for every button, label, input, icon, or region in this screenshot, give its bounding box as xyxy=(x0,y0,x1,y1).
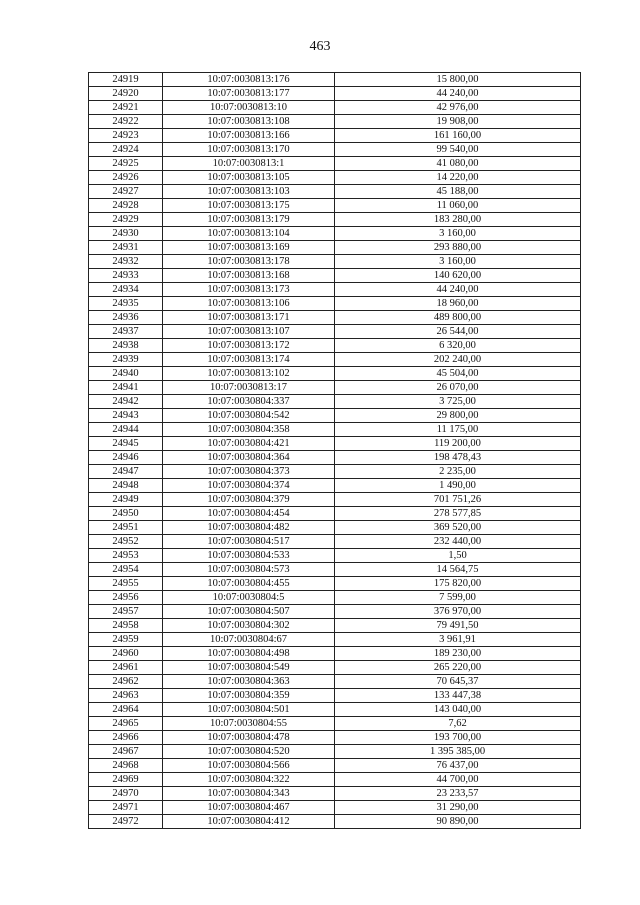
table-row xyxy=(89,409,581,423)
value-cell: 1 395 385,00 xyxy=(335,745,581,759)
cadastral-number-cell: 10:07:0030813:103 xyxy=(163,185,335,199)
cadastral-number-cell: 10:07:0030813:172 xyxy=(163,339,335,353)
row-number-cell: 24927 xyxy=(89,185,163,199)
table-row xyxy=(89,451,581,465)
table-row xyxy=(89,703,581,717)
value-cell: 489 800,00 xyxy=(335,311,581,325)
row-number-cell: 24957 xyxy=(89,605,163,619)
row-number-cell: 24932 xyxy=(89,255,163,269)
cadastral-number-cell: 10:07:0030813:107 xyxy=(163,325,335,339)
table-row xyxy=(89,199,581,213)
table-row xyxy=(89,73,581,87)
row-number-cell: 24943 xyxy=(89,409,163,423)
value-cell: 376 970,00 xyxy=(335,605,581,619)
cadastral-number-cell: 10:07:0030804:364 xyxy=(163,451,335,465)
table-row xyxy=(89,213,581,227)
value-cell: 90 890,00 xyxy=(335,815,581,829)
value-cell: 278 577,85 xyxy=(335,507,581,521)
row-number-cell: 24956 xyxy=(89,591,163,605)
cadastral-value-table xyxy=(88,72,581,829)
cadastral-number-cell: 10:07:0030813:106 xyxy=(163,297,335,311)
value-cell: 42 976,00 xyxy=(335,101,581,115)
value-cell: 1 490,00 xyxy=(335,479,581,493)
table-row xyxy=(89,129,581,143)
cadastral-number-cell: 10:07:0030804:566 xyxy=(163,759,335,773)
table-row xyxy=(89,241,581,255)
table-row xyxy=(89,661,581,675)
cadastral-number-cell: 10:07:0030804:454 xyxy=(163,507,335,521)
value-cell: 140 620,00 xyxy=(335,269,581,283)
row-number-cell: 24967 xyxy=(89,745,163,759)
cadastral-number-cell: 10:07:0030804:359 xyxy=(163,689,335,703)
table-row xyxy=(89,339,581,353)
value-cell: 18 960,00 xyxy=(335,297,581,311)
value-cell: 45 188,00 xyxy=(335,185,581,199)
value-cell: 265 220,00 xyxy=(335,661,581,675)
row-number-cell: 24941 xyxy=(89,381,163,395)
row-number-cell: 24928 xyxy=(89,199,163,213)
row-number-cell: 24968 xyxy=(89,759,163,773)
value-cell: 369 520,00 xyxy=(335,521,581,535)
cadastral-number-cell: 10:07:0030804:373 xyxy=(163,465,335,479)
row-number-cell: 24931 xyxy=(89,241,163,255)
row-number-cell: 24921 xyxy=(89,101,163,115)
value-cell: 44 240,00 xyxy=(335,283,581,297)
row-number-cell: 24969 xyxy=(89,773,163,787)
table-row xyxy=(89,381,581,395)
value-cell: 183 280,00 xyxy=(335,213,581,227)
cadastral-number-cell: 10:07:0030804:507 xyxy=(163,605,335,619)
row-number-cell: 24958 xyxy=(89,619,163,633)
cadastral-number-cell: 10:07:0030813:178 xyxy=(163,255,335,269)
value-cell: 161 160,00 xyxy=(335,129,581,143)
value-cell: 41 080,00 xyxy=(335,157,581,171)
row-number-cell: 24938 xyxy=(89,339,163,353)
row-number-cell: 24971 xyxy=(89,801,163,815)
row-number-cell: 24937 xyxy=(89,325,163,339)
page-number: 463 xyxy=(309,39,331,54)
value-cell: 198 478,43 xyxy=(335,451,581,465)
value-cell: 11 060,00 xyxy=(335,199,581,213)
cadastral-number-cell: 10:07:0030804:549 xyxy=(163,661,335,675)
value-cell: 7 599,00 xyxy=(335,591,581,605)
cadastral-number-cell: 10:07:0030804:467 xyxy=(163,801,335,815)
cadastral-number-cell: 10:07:0030813:102 xyxy=(163,367,335,381)
value-cell: 189 230,00 xyxy=(335,647,581,661)
cadastral-number-cell: 10:07:0030804:302 xyxy=(163,619,335,633)
value-cell: 701 751,26 xyxy=(335,493,581,507)
cadastral-number-cell: 10:07:0030804:501 xyxy=(163,703,335,717)
cadastral-number-cell: 10:07:0030813:105 xyxy=(163,171,335,185)
value-cell: 70 645,37 xyxy=(335,675,581,689)
value-cell: 19 908,00 xyxy=(335,115,581,129)
value-cell: 44 700,00 xyxy=(335,773,581,787)
row-number-cell: 24951 xyxy=(89,521,163,535)
row-number-cell: 24940 xyxy=(89,367,163,381)
row-number-cell: 24919 xyxy=(89,73,163,87)
row-number-cell: 24961 xyxy=(89,661,163,675)
table-row xyxy=(89,395,581,409)
row-number-cell: 24930 xyxy=(89,227,163,241)
row-number-cell: 24953 xyxy=(89,549,163,563)
value-cell: 133 447,38 xyxy=(335,689,581,703)
cadastral-number-cell: 10:07:0030813:108 xyxy=(163,115,335,129)
cadastral-number-cell: 10:07:0030804:343 xyxy=(163,787,335,801)
value-cell: 3 160,00 xyxy=(335,227,581,241)
value-cell: 202 240,00 xyxy=(335,353,581,367)
table-row xyxy=(89,815,581,829)
table-row xyxy=(89,353,581,367)
row-number-cell: 24924 xyxy=(89,143,163,157)
row-number-cell: 24944 xyxy=(89,423,163,437)
cadastral-number-cell: 10:07:0030804:358 xyxy=(163,423,335,437)
table-row xyxy=(89,759,581,773)
value-cell: 76 437,00 xyxy=(335,759,581,773)
row-number-cell: 24970 xyxy=(89,787,163,801)
cadastral-number-cell: 10:07:0030804:379 xyxy=(163,493,335,507)
value-cell: 119 200,00 xyxy=(335,437,581,451)
table-row xyxy=(89,115,581,129)
value-cell: 193 700,00 xyxy=(335,731,581,745)
table-row xyxy=(89,675,581,689)
cadastral-number-cell: 10:07:0030804:374 xyxy=(163,479,335,493)
cadastral-number-cell: 10:07:0030804:517 xyxy=(163,535,335,549)
cadastral-number-cell: 10:07:0030804:520 xyxy=(163,745,335,759)
row-number-cell: 24960 xyxy=(89,647,163,661)
cadastral-number-cell: 10:07:0030813:169 xyxy=(163,241,335,255)
table-row xyxy=(89,227,581,241)
table-row xyxy=(89,801,581,815)
value-cell: 45 504,00 xyxy=(335,367,581,381)
table-row xyxy=(89,633,581,647)
cadastral-number-cell: 10:07:0030813:10 xyxy=(163,101,335,115)
row-number-cell: 24933 xyxy=(89,269,163,283)
value-cell: 26 544,00 xyxy=(335,325,581,339)
value-cell: 3 961,91 xyxy=(335,633,581,647)
row-number-cell: 24925 xyxy=(89,157,163,171)
table-row xyxy=(89,143,581,157)
cadastral-number-cell: 10:07:0030813:171 xyxy=(163,311,335,325)
cadastral-number-cell: 10:07:0030804:455 xyxy=(163,577,335,591)
row-number-cell: 24945 xyxy=(89,437,163,451)
row-number-cell: 24962 xyxy=(89,675,163,689)
row-number-cell: 24966 xyxy=(89,731,163,745)
table-row xyxy=(89,619,581,633)
table-row xyxy=(89,535,581,549)
value-cell: 175 820,00 xyxy=(335,577,581,591)
table-row xyxy=(89,269,581,283)
table-row xyxy=(89,311,581,325)
cadastral-number-cell: 10:07:0030813:177 xyxy=(163,87,335,101)
cadastral-number-cell: 10:07:0030804:363 xyxy=(163,675,335,689)
value-cell: 3 725,00 xyxy=(335,395,581,409)
row-number-cell: 24965 xyxy=(89,717,163,731)
table-row xyxy=(89,717,581,731)
row-number-cell: 24947 xyxy=(89,465,163,479)
table-row xyxy=(89,647,581,661)
row-number-cell: 24929 xyxy=(89,213,163,227)
value-cell: 29 800,00 xyxy=(335,409,581,423)
row-number-cell: 24955 xyxy=(89,577,163,591)
row-number-cell: 24952 xyxy=(89,535,163,549)
table-row xyxy=(89,185,581,199)
value-cell: 232 440,00 xyxy=(335,535,581,549)
row-number-cell: 24946 xyxy=(89,451,163,465)
cadastral-number-cell: 10:07:0030813:1 xyxy=(163,157,335,171)
row-number-cell: 24935 xyxy=(89,297,163,311)
table-row xyxy=(89,101,581,115)
row-number-cell: 24922 xyxy=(89,115,163,129)
row-number-cell: 24959 xyxy=(89,633,163,647)
cadastral-number-cell: 10:07:0030813:179 xyxy=(163,213,335,227)
cadastral-number-cell: 10:07:0030804:412 xyxy=(163,815,335,829)
row-number-cell: 24948 xyxy=(89,479,163,493)
table-row xyxy=(89,367,581,381)
value-cell: 15 800,00 xyxy=(335,73,581,87)
row-number-cell: 24923 xyxy=(89,129,163,143)
cadastral-number-cell: 10:07:0030804:421 xyxy=(163,437,335,451)
row-number-cell: 24949 xyxy=(89,493,163,507)
value-cell: 31 290,00 xyxy=(335,801,581,815)
value-cell: 14 564,75 xyxy=(335,563,581,577)
cadastral-number-cell: 10:07:0030804:533 xyxy=(163,549,335,563)
row-number-cell: 24936 xyxy=(89,311,163,325)
cadastral-number-cell: 10:07:0030804:478 xyxy=(163,731,335,745)
table-row xyxy=(89,437,581,451)
value-cell: 293 880,00 xyxy=(335,241,581,255)
cadastral-number-cell: 10:07:0030804:542 xyxy=(163,409,335,423)
value-cell: 79 491,50 xyxy=(335,619,581,633)
row-number-cell: 24954 xyxy=(89,563,163,577)
table-row xyxy=(89,773,581,787)
value-cell: 14 220,00 xyxy=(335,171,581,185)
table-row xyxy=(89,549,581,563)
row-number-cell: 24950 xyxy=(89,507,163,521)
cadastral-number-cell: 10:07:0030804:573 xyxy=(163,563,335,577)
table-row xyxy=(89,297,581,311)
value-cell: 26 070,00 xyxy=(335,381,581,395)
value-cell: 99 540,00 xyxy=(335,143,581,157)
row-number-cell: 24963 xyxy=(89,689,163,703)
value-cell: 23 233,57 xyxy=(335,787,581,801)
row-number-cell: 24939 xyxy=(89,353,163,367)
table-row xyxy=(89,465,581,479)
cadastral-number-cell: 10:07:0030804:322 xyxy=(163,773,335,787)
row-number-cell: 24920 xyxy=(89,87,163,101)
value-cell: 2 235,00 xyxy=(335,465,581,479)
value-cell: 44 240,00 xyxy=(335,87,581,101)
table-row xyxy=(89,255,581,269)
table-row xyxy=(89,423,581,437)
cadastral-number-cell: 10:07:0030813:168 xyxy=(163,269,335,283)
cadastral-number-cell: 10:07:0030804:55 xyxy=(163,717,335,731)
row-number-cell: 24942 xyxy=(89,395,163,409)
cadastral-number-cell: 10:07:0030813:104 xyxy=(163,227,335,241)
table-row xyxy=(89,563,581,577)
table-row xyxy=(89,787,581,801)
table-row xyxy=(89,689,581,703)
cadastral-number-cell: 10:07:0030804:5 xyxy=(163,591,335,605)
table-row xyxy=(89,283,581,297)
table-row xyxy=(89,591,581,605)
value-cell: 7,62 xyxy=(335,717,581,731)
table-row xyxy=(89,87,581,101)
row-number-cell: 24972 xyxy=(89,815,163,829)
row-number-cell: 24934 xyxy=(89,283,163,297)
table-row xyxy=(89,731,581,745)
table-row xyxy=(89,521,581,535)
value-cell: 1,50 xyxy=(335,549,581,563)
table-row xyxy=(89,493,581,507)
table-row xyxy=(89,605,581,619)
value-cell: 3 160,00 xyxy=(335,255,581,269)
cadastral-number-cell: 10:07:0030813:176 xyxy=(163,73,335,87)
cadastral-number-cell: 10:07:0030813:166 xyxy=(163,129,335,143)
value-cell: 143 040,00 xyxy=(335,703,581,717)
value-cell: 11 175,00 xyxy=(335,423,581,437)
cadastral-number-cell: 10:07:0030804:67 xyxy=(163,633,335,647)
cadastral-number-cell: 10:07:0030804:482 xyxy=(163,521,335,535)
row-number-cell: 24926 xyxy=(89,171,163,185)
cadastral-number-cell: 10:07:0030813:170 xyxy=(163,143,335,157)
table-row xyxy=(89,507,581,521)
cadastral-number-cell: 10:07:0030804:337 xyxy=(163,395,335,409)
value-cell: 6 320,00 xyxy=(335,339,581,353)
cadastral-number-cell: 10:07:0030813:175 xyxy=(163,199,335,213)
cadastral-number-cell: 10:07:0030813:174 xyxy=(163,353,335,367)
table-row xyxy=(89,157,581,171)
table-row xyxy=(89,745,581,759)
cadastral-number-cell: 10:07:0030804:498 xyxy=(163,647,335,661)
table-row xyxy=(89,479,581,493)
table-row xyxy=(89,325,581,339)
cadastral-number-cell: 10:07:0030813:173 xyxy=(163,283,335,297)
row-number-cell: 24964 xyxy=(89,703,163,717)
cadastral-number-cell: 10:07:0030813:17 xyxy=(163,381,335,395)
table-row xyxy=(89,577,581,591)
table-body xyxy=(89,73,581,829)
table-row xyxy=(89,171,581,185)
